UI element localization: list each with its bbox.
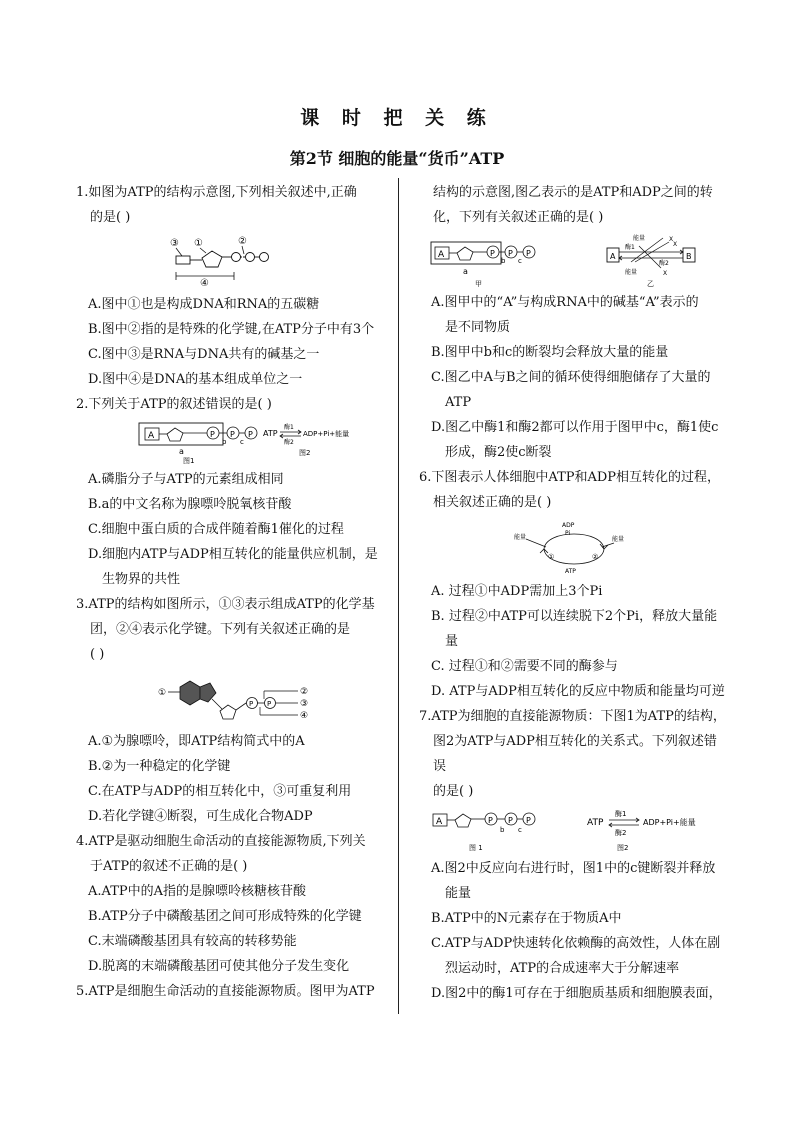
svg-text:P: P — [248, 430, 253, 439]
label-3: ③ — [170, 238, 179, 249]
question-stem: 的是( ) — [433, 784, 474, 799]
svg-text:酶1: 酶1 — [615, 810, 627, 818]
label-2: ② — [238, 236, 247, 247]
option-a-continued: 是不同物质 — [445, 320, 511, 335]
q7-figure — [419, 806, 729, 854]
option-a: A.①为腺嘌呤，即ATP结构简式中的A — [88, 734, 305, 749]
svg-text:X: X — [663, 270, 668, 277]
svg-text:③: ③ — [300, 699, 309, 709]
option-b: B.图中②指的是特殊的化学键,在ATP分子中有3个 — [88, 322, 375, 337]
atp-structure-diagram-shaded — [148, 669, 318, 727]
svg-text:能量: 能量 — [514, 534, 527, 541]
option-c: C.在ATP与ADP的相互转化中，③可重复利用 — [88, 784, 352, 799]
atp-adp-equation-fig2 — [585, 806, 719, 854]
option-d: D.若化学键④断裂，可生成化合物ADP — [88, 809, 313, 824]
svg-text:②: ② — [300, 687, 309, 697]
question-stem: 1.如图为ATP的结构示意图,下列相关叙述中,正确 — [76, 185, 357, 200]
question-4 — [76, 829, 390, 979]
svg-text:b: b — [222, 438, 227, 446]
q1-figure — [76, 232, 390, 290]
option-c-continued: ATP — [445, 395, 472, 410]
svg-text:图 1: 图 1 — [469, 844, 483, 852]
question-stem: 3.ATP的结构如图所示，①③表示组成ATP的化学基 — [76, 597, 375, 612]
option-a: A.图2中反应向右进行时，图1中的c键断裂并释放 — [431, 861, 716, 876]
svg-text:B: B — [686, 252, 692, 261]
question-3 — [76, 592, 390, 829]
option-b: B.ATP分子中磷酸基团之间可形成特殊的化学键 — [88, 909, 362, 924]
option-a: A.图中①也是构成DNA和RNA的五碳糖 — [88, 297, 320, 312]
option-d: D. ATP与ADP相互转化的反应中物质和能量均可逆 — [431, 684, 725, 699]
svg-text:P: P — [249, 700, 254, 708]
svg-text:P: P — [490, 249, 495, 258]
question-stem: 图2为ATP与ADP相互转化的关系式。下列叙述错误 — [433, 734, 717, 774]
question-stem: 6.下图表示人体细胞中ATP和ADP相互转化的过程， — [419, 470, 721, 485]
svg-text:Pi: Pi — [565, 530, 571, 537]
svg-text:ADP: ADP — [562, 522, 575, 529]
svg-text:酶2: 酶2 — [284, 439, 294, 446]
svg-text:能量: 能量 — [612, 536, 625, 543]
svg-text:ATP: ATP — [565, 568, 576, 575]
option-b: B.ATP中的N元素存在于物质A中 — [431, 911, 622, 926]
question-stem: ( ) — [90, 647, 105, 662]
question-6 — [419, 465, 729, 704]
option-c: C. 过程①和②需要不同的酶参与 — [431, 659, 618, 674]
column-divider — [398, 178, 399, 1014]
svg-text:图2: 图2 — [299, 449, 311, 457]
atp-structure-jia — [427, 232, 539, 288]
option-a: A. 过程①中ADP需加上3个Pi — [431, 584, 603, 599]
svg-text:P: P — [267, 700, 272, 708]
question-2 — [76, 392, 390, 592]
svg-text:P: P — [508, 249, 513, 258]
option-d: D.细胞内ATP与ADP相互转化的能量供应机制，是 — [88, 547, 378, 562]
svg-text:A: A — [436, 817, 443, 827]
option-a: A.磷脂分子与ATP的元素组成相同 — [88, 472, 284, 487]
right-column — [419, 180, 729, 1006]
left-column — [76, 180, 390, 1004]
svg-text:图2: 图2 — [617, 844, 629, 852]
svg-text:b: b — [500, 826, 505, 834]
base-shape — [176, 256, 190, 264]
svg-text:a: a — [463, 267, 468, 276]
question-stem: 4.ATP是驱动细胞生命活动的直接能源物质,下列关 — [76, 834, 366, 849]
svg-text:④: ④ — [300, 711, 309, 721]
question-stem: 的是( ) — [90, 210, 131, 225]
svg-text:c: c — [518, 826, 522, 834]
question-5-continued — [419, 180, 729, 465]
question-stem: 于ATP的叙述不正确的是( ) — [90, 859, 248, 874]
page-title: 课 时 把 关 练 — [300, 107, 494, 129]
svg-text:ADP+Pi+能量: ADP+Pi+能量 — [643, 818, 696, 827]
svg-text:酶1: 酶1 — [284, 424, 294, 431]
question-stem: 结构的示意图,图乙表示的是ATP和ADP之间的转 — [433, 185, 713, 200]
svg-text:X: X — [669, 236, 674, 243]
question-stem: 7.ATP为细胞的直接能源物质：下图1为ATP的结构， — [419, 709, 726, 724]
question-stem: 团，②④表示化学键。下列有关叙述正确的是 — [90, 622, 351, 637]
svg-text:ATP: ATP — [263, 429, 278, 438]
svg-text:a: a — [179, 447, 184, 456]
question-stem: 5.ATP是细胞生命活动的直接能源物质。图甲为ATP — [76, 984, 375, 999]
option-c-continued: 烈运动时，ATP的合成速率大于分解速率 — [445, 961, 680, 976]
option-d: D.图乙中酶1和酶2都可以作用于图甲中c，酶1使c — [431, 420, 719, 435]
option-c: C.ATP与ADP快速转化依赖酶的高效性，人体在剧 — [431, 936, 721, 951]
svg-text:P: P — [526, 816, 531, 825]
pentose-shape — [202, 251, 222, 267]
option-c: C.图中③是RNA与DNA共有的碱基之一 — [88, 347, 320, 362]
svg-text:甲: 甲 — [475, 280, 482, 288]
question-7 — [419, 704, 729, 1006]
svg-text:乙: 乙 — [647, 280, 654, 288]
svg-text:c: c — [518, 257, 522, 265]
question-1 — [76, 180, 390, 392]
atp-adp-cycle-yi — [603, 232, 723, 288]
option-b-continued: 量 — [445, 634, 459, 649]
svg-text:ADP+Pi+能量: ADP+Pi+能量 — [303, 430, 350, 438]
option-b: B.②为一种稳定的化学键 — [88, 759, 231, 774]
svg-text:P: P — [526, 249, 531, 258]
atp-adp-diagram — [123, 419, 350, 465]
option-c: C.末端磷酸基团具有较高的转移势能 — [88, 934, 297, 949]
svg-text:X: X — [673, 241, 678, 248]
svg-text:c: c — [240, 438, 244, 446]
q6-figure — [419, 517, 729, 577]
option-d: D.图2中的酶1可存在于细胞质基质和细胞膜表面， — [431, 986, 722, 1001]
svg-text:P: P — [508, 816, 513, 825]
option-d: D.脱离的末端磷酸基团可使其他分子发生变化 — [88, 959, 350, 974]
atp-structure-diagram — [158, 232, 308, 290]
svg-text:①: ① — [158, 688, 167, 698]
svg-text:P: P — [488, 816, 493, 825]
svg-text:P: P — [210, 430, 215, 439]
question-stem: 化，下列有关叙述正确的是( ) — [433, 210, 604, 225]
svg-text:ATP: ATP — [587, 818, 604, 828]
svg-text:A: A — [438, 250, 445, 260]
label-1: ① — [194, 238, 203, 249]
option-a-continued: 能量 — [445, 886, 472, 901]
question-5-start — [76, 979, 390, 1004]
q2-figure — [76, 419, 390, 465]
q5-figure — [419, 232, 729, 288]
svg-text:图1: 图1 — [183, 457, 195, 465]
option-b: B. 过程②中ATP可以连续脱下2个Pi，释放大量能 — [431, 609, 718, 624]
svg-text:酶2: 酶2 — [659, 260, 669, 267]
question-stem: 2.下列关于ATP的叙述错误的是( ) — [76, 397, 272, 412]
svg-text:b: b — [501, 257, 506, 265]
option-b: B.a的中文名称为腺嘌呤脱氧核苷酸 — [88, 497, 292, 512]
svg-text:能量: 能量 — [633, 235, 646, 242]
option-c: C.图乙中A与B之间的循环使得细胞储存了大量的 — [431, 370, 711, 385]
atp-adp-cycle-diagram — [504, 517, 644, 577]
svg-text:①: ① — [548, 553, 555, 561]
option-b: B.图甲中b和c的断裂均会释放大量的能量 — [431, 345, 669, 360]
svg-text:A: A — [610, 252, 616, 261]
question-stem: 相关叙述正确的是( ) — [433, 495, 552, 510]
base-label: A — [148, 431, 155, 441]
option-a: A.图甲中的“A”与构成RNA中的碱基“A”表示的 — [431, 295, 699, 310]
option-d-continued: 形成，酶2使c断裂 — [445, 445, 552, 460]
q3-figure — [76, 669, 390, 727]
svg-text:酶1: 酶1 — [625, 244, 635, 251]
svg-text:能量: 能量 — [625, 269, 638, 276]
label-4: ④ — [200, 278, 209, 289]
svg-text:酶2: 酶2 — [615, 829, 627, 837]
section-title: 第2节 细胞的能量“货币”ATP — [289, 149, 505, 168]
option-d-continued: 生物界的共性 — [102, 572, 181, 587]
svg-text:②: ② — [592, 553, 599, 561]
option-c: C.细胞中蛋白质的合成伴随着酶1催化的过程 — [88, 522, 344, 537]
svg-text:P: P — [230, 430, 235, 439]
option-d: D.图中④是DNA的基本组成单位之一 — [88, 372, 303, 387]
atp-structure-fig1 — [429, 806, 539, 854]
option-a: A.ATP中的A指的是腺嘌呤核糖核苷酸 — [88, 884, 307, 899]
